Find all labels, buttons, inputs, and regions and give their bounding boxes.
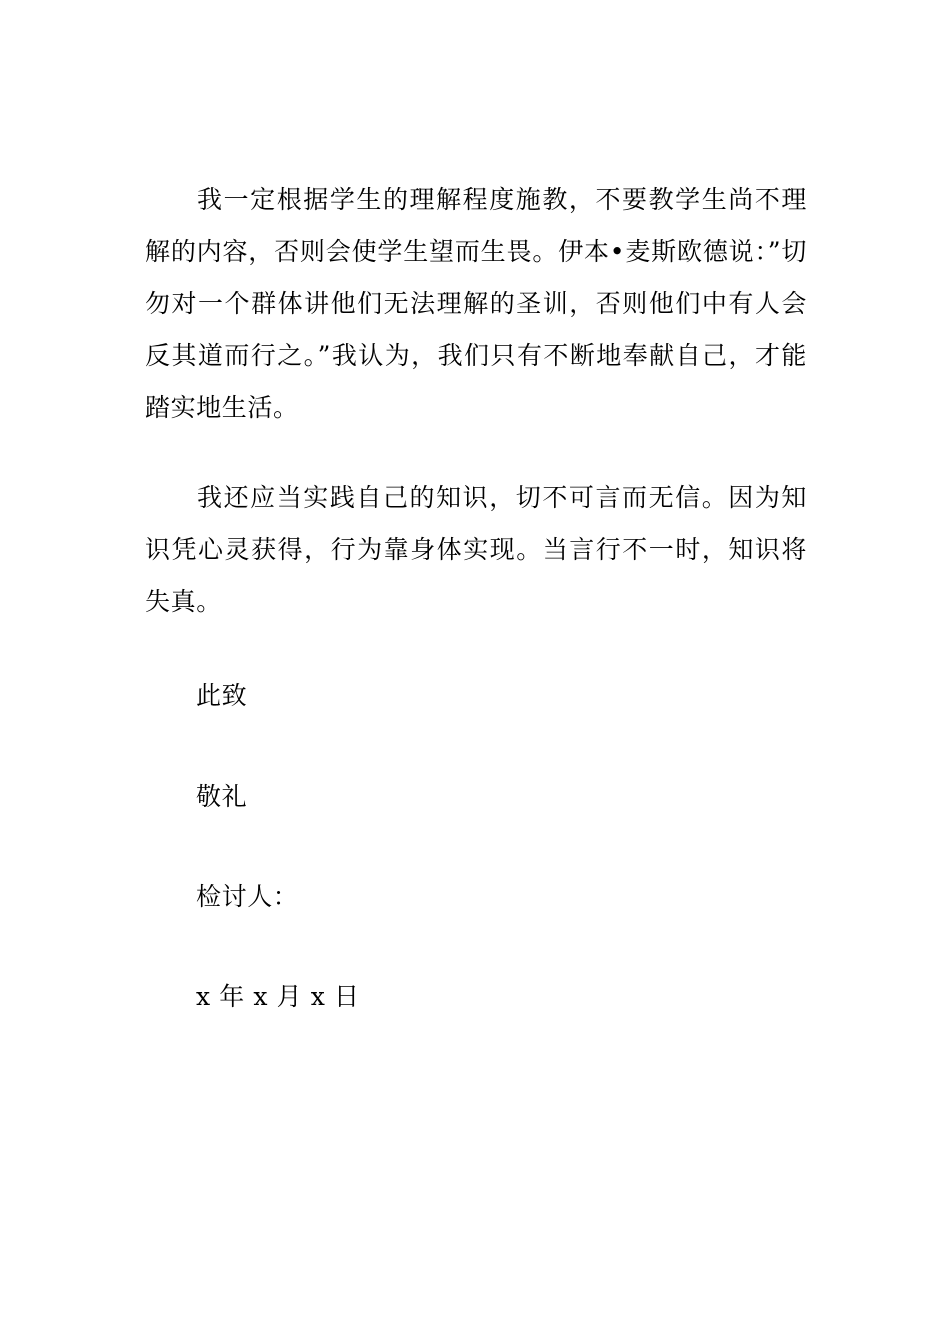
signature-date: x 年 x 月 x 日 (196, 982, 360, 1011)
signer-label: 检讨人： (196, 882, 299, 911)
closing-regards: 敬礼 (196, 782, 248, 811)
body-paragraph-2: 我还应当实践自己的知识，切不可言而无信。因为知识凭心灵获得，行为靠身体实现。当言行不一时，知识将失真。 (145, 483, 807, 616)
closing-salutation: 此致 (196, 681, 248, 710)
body-paragraph-1: 我一定根据学生的理解程度施教，不要教学生尚不理解的内容，否则会使学生望而生畏。伊本•麦斯欧德说：”切勿对一个群体讲他们无法理解的圣训，否则他们中有人会反其道而行之。”我认为，我们只有不断地奉献自己，才能踏实地生活。 (145, 185, 807, 422)
